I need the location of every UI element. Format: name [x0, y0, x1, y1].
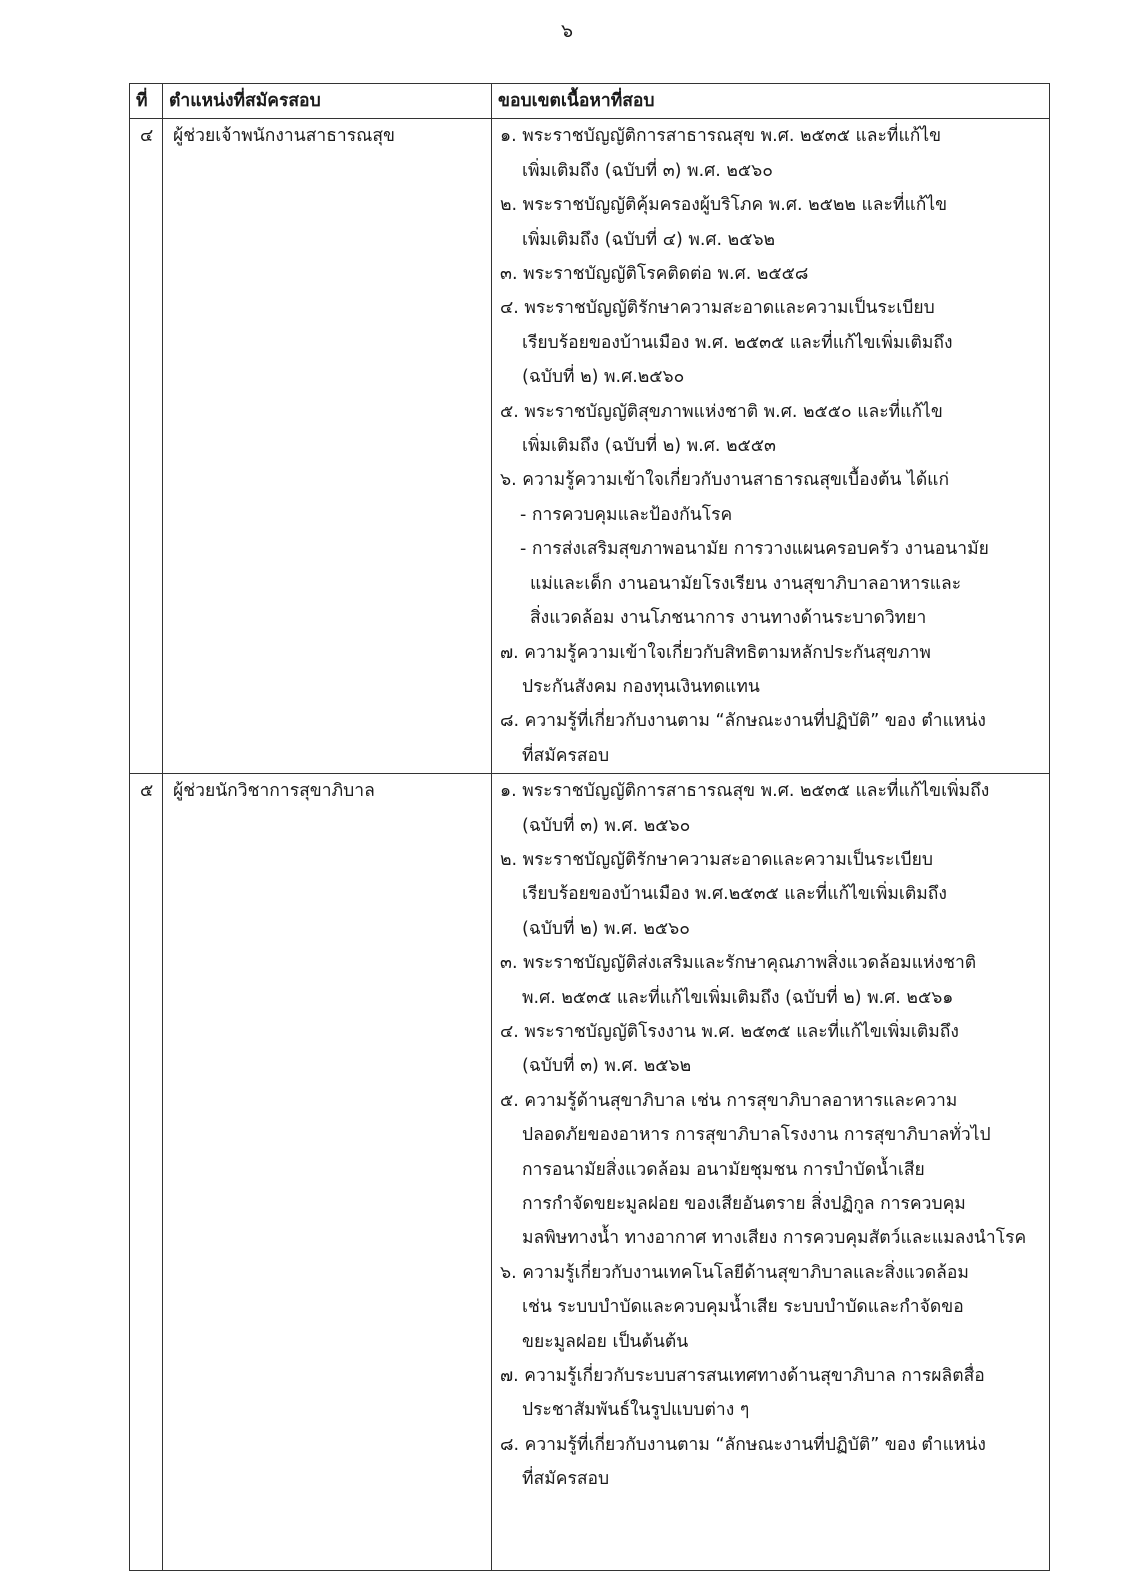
scope-item-continuation: การกำจัดขยะมูลฝอย ของเสียอันตราย สิ่งปฏิกูล การควบคุม: [522, 1194, 966, 1214]
scope-item-continuation: เพิ่มเติมถึง (ฉบับที่ ๔) พ.ศ. ๒๕๖๒: [522, 229, 776, 250]
scope-item-continuation: (ฉบับที่ ๒) พ.ศ.๒๕๖๐: [522, 367, 685, 388]
scope-item: ๘. ความรู้ที่เกี่ยวกับงานตาม “ลักษณะงานที่ปฏิบัติ” ของ ตำแหน่ง: [500, 1434, 986, 1455]
table-row: [130, 119, 1050, 774]
row-number: ๔: [130, 119, 163, 774]
scope-item-continuation: (ฉบับที่ ๓) พ.ศ. ๒๕๖๐: [522, 815, 691, 836]
scope-item: ๗. ความรู้เกี่ยวกับระบบสารสนเทศทางด้านสุขาภิบาล การผลิตสื่อ: [500, 1366, 985, 1387]
table-row: [130, 774, 1050, 1571]
scope-item: ๑. พระราชบัญญัติการสาธารณสุข พ.ศ. ๒๕๓๕ และที่แก้ไขเพิ่มถึง: [500, 781, 990, 802]
scope-item: ๔. พระราชบัญญัติโรงงาน พ.ศ. ๒๕๓๕ และที่แก้ไขเพิ่มเติมถึง: [500, 1021, 959, 1042]
table-header-row: [130, 84, 1050, 119]
scope-item-continuation: เรียบร้อยของบ้านเมือง พ.ศ. ๒๕๓๕ และที่แก้ไขเพิ่มเติมถึง: [522, 332, 953, 353]
scope-item: ๒. พระราชบัญญัติคุ้มครองผู้บริโภค พ.ศ. ๒๕๒๒ และที่แก้ไข: [500, 195, 948, 216]
scope-item: ๓. พระราชบัญญัติส่งเสริมและรักษาคุณภาพสิ่งแวดล้อมแห่งชาติ: [500, 953, 977, 974]
scope-item: ๕. พระราชบัญญัติสุขภาพแห่งชาติ พ.ศ. ๒๕๕๐ และที่แก้ไข: [500, 401, 943, 422]
page-number: ๖: [560, 20, 574, 42]
scope-item: ๔. พระราชบัญญัติรักษาความสะอาดและความเป็นระเบียบ: [500, 298, 935, 319]
scope-item: ๒. พระราชบัญญัติรักษาความสะอาดและความเป็นระเบียบ: [500, 849, 934, 870]
header-no: ที่: [130, 84, 163, 119]
scope-item-continuation: ปลอดภัยของอาหาร การสุขาภิบาลโรงงาน การสุขาภิบาลทั่วไป: [522, 1125, 991, 1146]
scope-item-continuation: ที่สมัครสอบ: [522, 745, 610, 766]
scope-item: ๖. ความรู้ความเข้าใจเกี่ยวกับงานสาธารณสุขเบื้องต้น ได้แก่: [500, 470, 950, 491]
scope-item-continuation: ประกันสังคม กองทุนเงินทดแทน: [522, 676, 760, 697]
scope-item: ๖. ความรู้เกี่ยวกับงานเทคโนโลยีด้านสุขาภิบาลและสิ่งแวดล้อม: [500, 1262, 969, 1283]
exam-scope-table: [129, 83, 1050, 1571]
header-scope: ขอบเขตเนื้อหาที่สอบ: [492, 84, 1050, 119]
scope-item: ๑. พระราชบัญญัติการสาธารณสุข พ.ศ. ๒๕๓๕ และที่แก้ไข: [500, 126, 942, 147]
scope-cell: [492, 774, 1050, 1571]
scope-item-continuation: เช่น ระบบบำบัดและควบคุมน้ำเสีย ระบบบำบัดและกำจัดขอ: [522, 1297, 964, 1318]
scope-subitem: - การส่งเสริมสุขภาพอนามัย การวางแผนครอบครัว งานอนามัย: [520, 539, 989, 560]
scope-item-continuation: แม่และเด็ก งานอนามัยโรงเรียน งานสุขาภิบาลอาหารและ: [530, 573, 962, 594]
scope-item-continuation: (ฉบับที่ ๒) พ.ศ. ๒๕๖๐: [522, 918, 690, 939]
scope-item: ๗. ความรู้ความเข้าใจเกี่ยวกับสิทธิตามหลักประกันสุขภาพ: [500, 642, 931, 663]
scope-item-continuation: เพิ่มเติมถึง (ฉบับที่ ๓) พ.ศ. ๒๕๖๐: [522, 160, 773, 181]
scope-cell: [492, 119, 1050, 774]
scope-item-continuation: ประชาสัมพันธ์ในรูปแบบต่าง ๆ: [522, 1400, 750, 1421]
row-number: ๕: [130, 774, 163, 1571]
scope-item: ๕. ความรู้ด้านสุขาภิบาล เช่น การสุขาภิบาลอาหารและความ: [500, 1090, 958, 1111]
position-name: ผู้ช่วยนักวิชาการสุขาภิบาล: [163, 774, 492, 1571]
scope-item-continuation: ขยะมูลฝอย เป็นต้นต้น: [522, 1331, 689, 1352]
scope-item-continuation: (ฉบับที่ ๓) พ.ศ. ๒๕๖๒: [522, 1056, 692, 1077]
scope-item: ๓. พระราชบัญญัติโรคติดต่อ พ.ศ. ๒๕๕๘: [500, 264, 809, 285]
scope-item-continuation: การอนามัยสิ่งแวดล้อม อนามัยชุมชน การบำบัดน้ำเสีย: [522, 1159, 925, 1180]
scope-item-continuation: เรียบร้อยของบ้านเมือง พ.ศ.๒๕๓๕ และที่แก้ไขเพิ่มเติมถึง: [522, 884, 947, 905]
scope-item-continuation: ที่สมัครสอบ: [522, 1469, 610, 1490]
scope-item-continuation: เพิ่มเติมถึง (ฉบับที่ ๒) พ.ศ. ๒๕๕๓: [522, 436, 776, 457]
header-position: ตำแหน่งที่สมัครสอบ: [163, 84, 492, 119]
scope-item-continuation: มลพิษทางน้ำ ทางอากาศ ทางเสียง การควบคุมสัตว์และแมลงนำโรค: [522, 1228, 1027, 1249]
scope-subitem: - การควบคุมและป้องกันโรค: [520, 504, 733, 525]
scope-item-continuation: พ.ศ. ๒๕๓๕ และที่แก้ไขเพิ่มเติมถึง (ฉบับที่ ๒) พ.ศ. ๒๕๖๑: [522, 987, 954, 1008]
scope-item: ๘. ความรู้ที่เกี่ยวกับงานตาม “ลักษณะงานที่ปฏิบัติ” ของ ตำแหน่ง: [500, 711, 986, 732]
scope-item-continuation: สิ่งแวดล้อม งานโภชนาการ งานทางด้านระบาดวิทยา: [530, 608, 927, 629]
position-name: ผู้ช่วยเจ้าพนักงานสาธารณสุข: [163, 119, 492, 774]
